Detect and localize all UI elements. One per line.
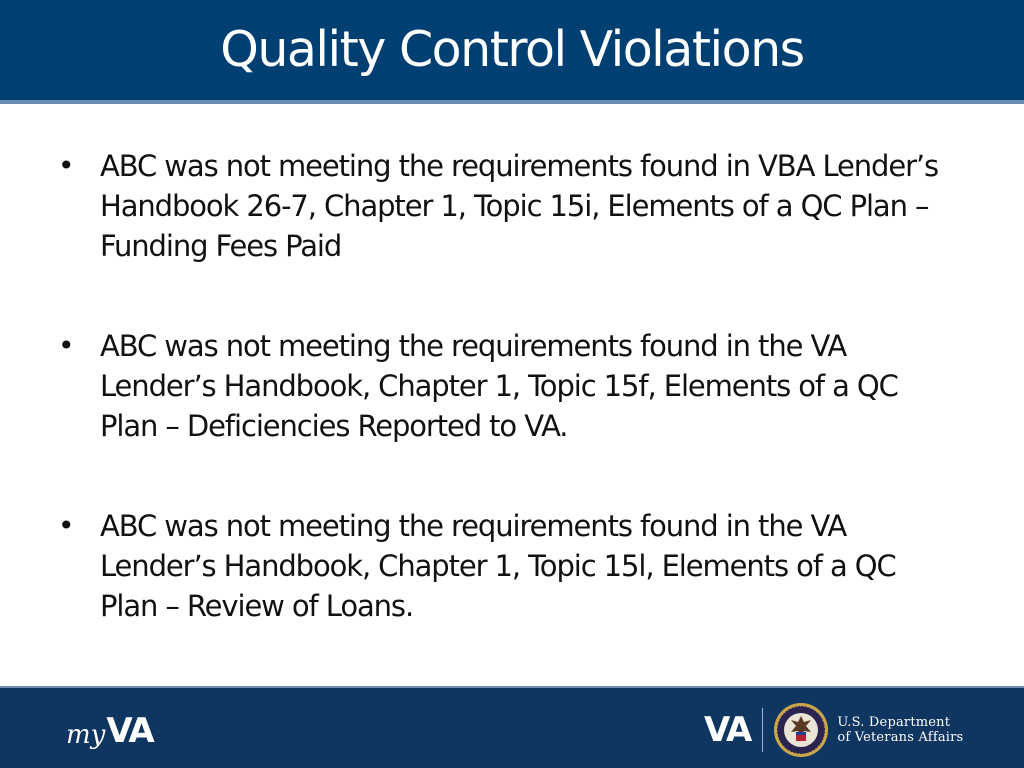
va-department-logo (704, 702, 963, 758)
bullet-marker: • (58, 509, 74, 542)
bullet-item (58, 326, 958, 446)
bullet-list (58, 146, 958, 686)
department-line-1: U.S. Department (837, 715, 951, 730)
department-line-2: of Veterans Affairs (837, 730, 964, 745)
bullet-marker: • (58, 329, 74, 362)
myva-logo-my: my (66, 720, 106, 750)
bullet-marker: • (58, 149, 74, 182)
va-seal-icon (773, 702, 829, 758)
myva-logo-va: VA (106, 711, 153, 751)
department-name (837, 715, 963, 745)
logo-divider (762, 708, 763, 752)
slide-title: Quality Control Violations (220, 21, 804, 78)
bullet-text: ABC was not meeting the requirements found in the VA Lender’s Handbook, Chapter 1, Topic 15f, Elements of a QC Plan – Deficiencies Reported to VA. (100, 329, 898, 443)
va-logo-mark: VA (704, 710, 751, 750)
title-bar (0, 0, 1024, 104)
myva-logo (66, 710, 153, 750)
footer-bar (0, 686, 1024, 768)
bullet-item (58, 506, 958, 626)
bullet-text: ABC was not meeting the requirements found in VBA Lender’s Handbook 26-7, Chapter 1, Topic 15i, Elements of a QC Plan – Funding Fees Paid (100, 149, 939, 263)
bullet-text: ABC was not meeting the requirements found in the VA Lender’s Handbook, Chapter 1, Topic 15l, Elements of a QC Plan – Review of Loans. (100, 509, 896, 623)
bullet-item (58, 146, 958, 266)
